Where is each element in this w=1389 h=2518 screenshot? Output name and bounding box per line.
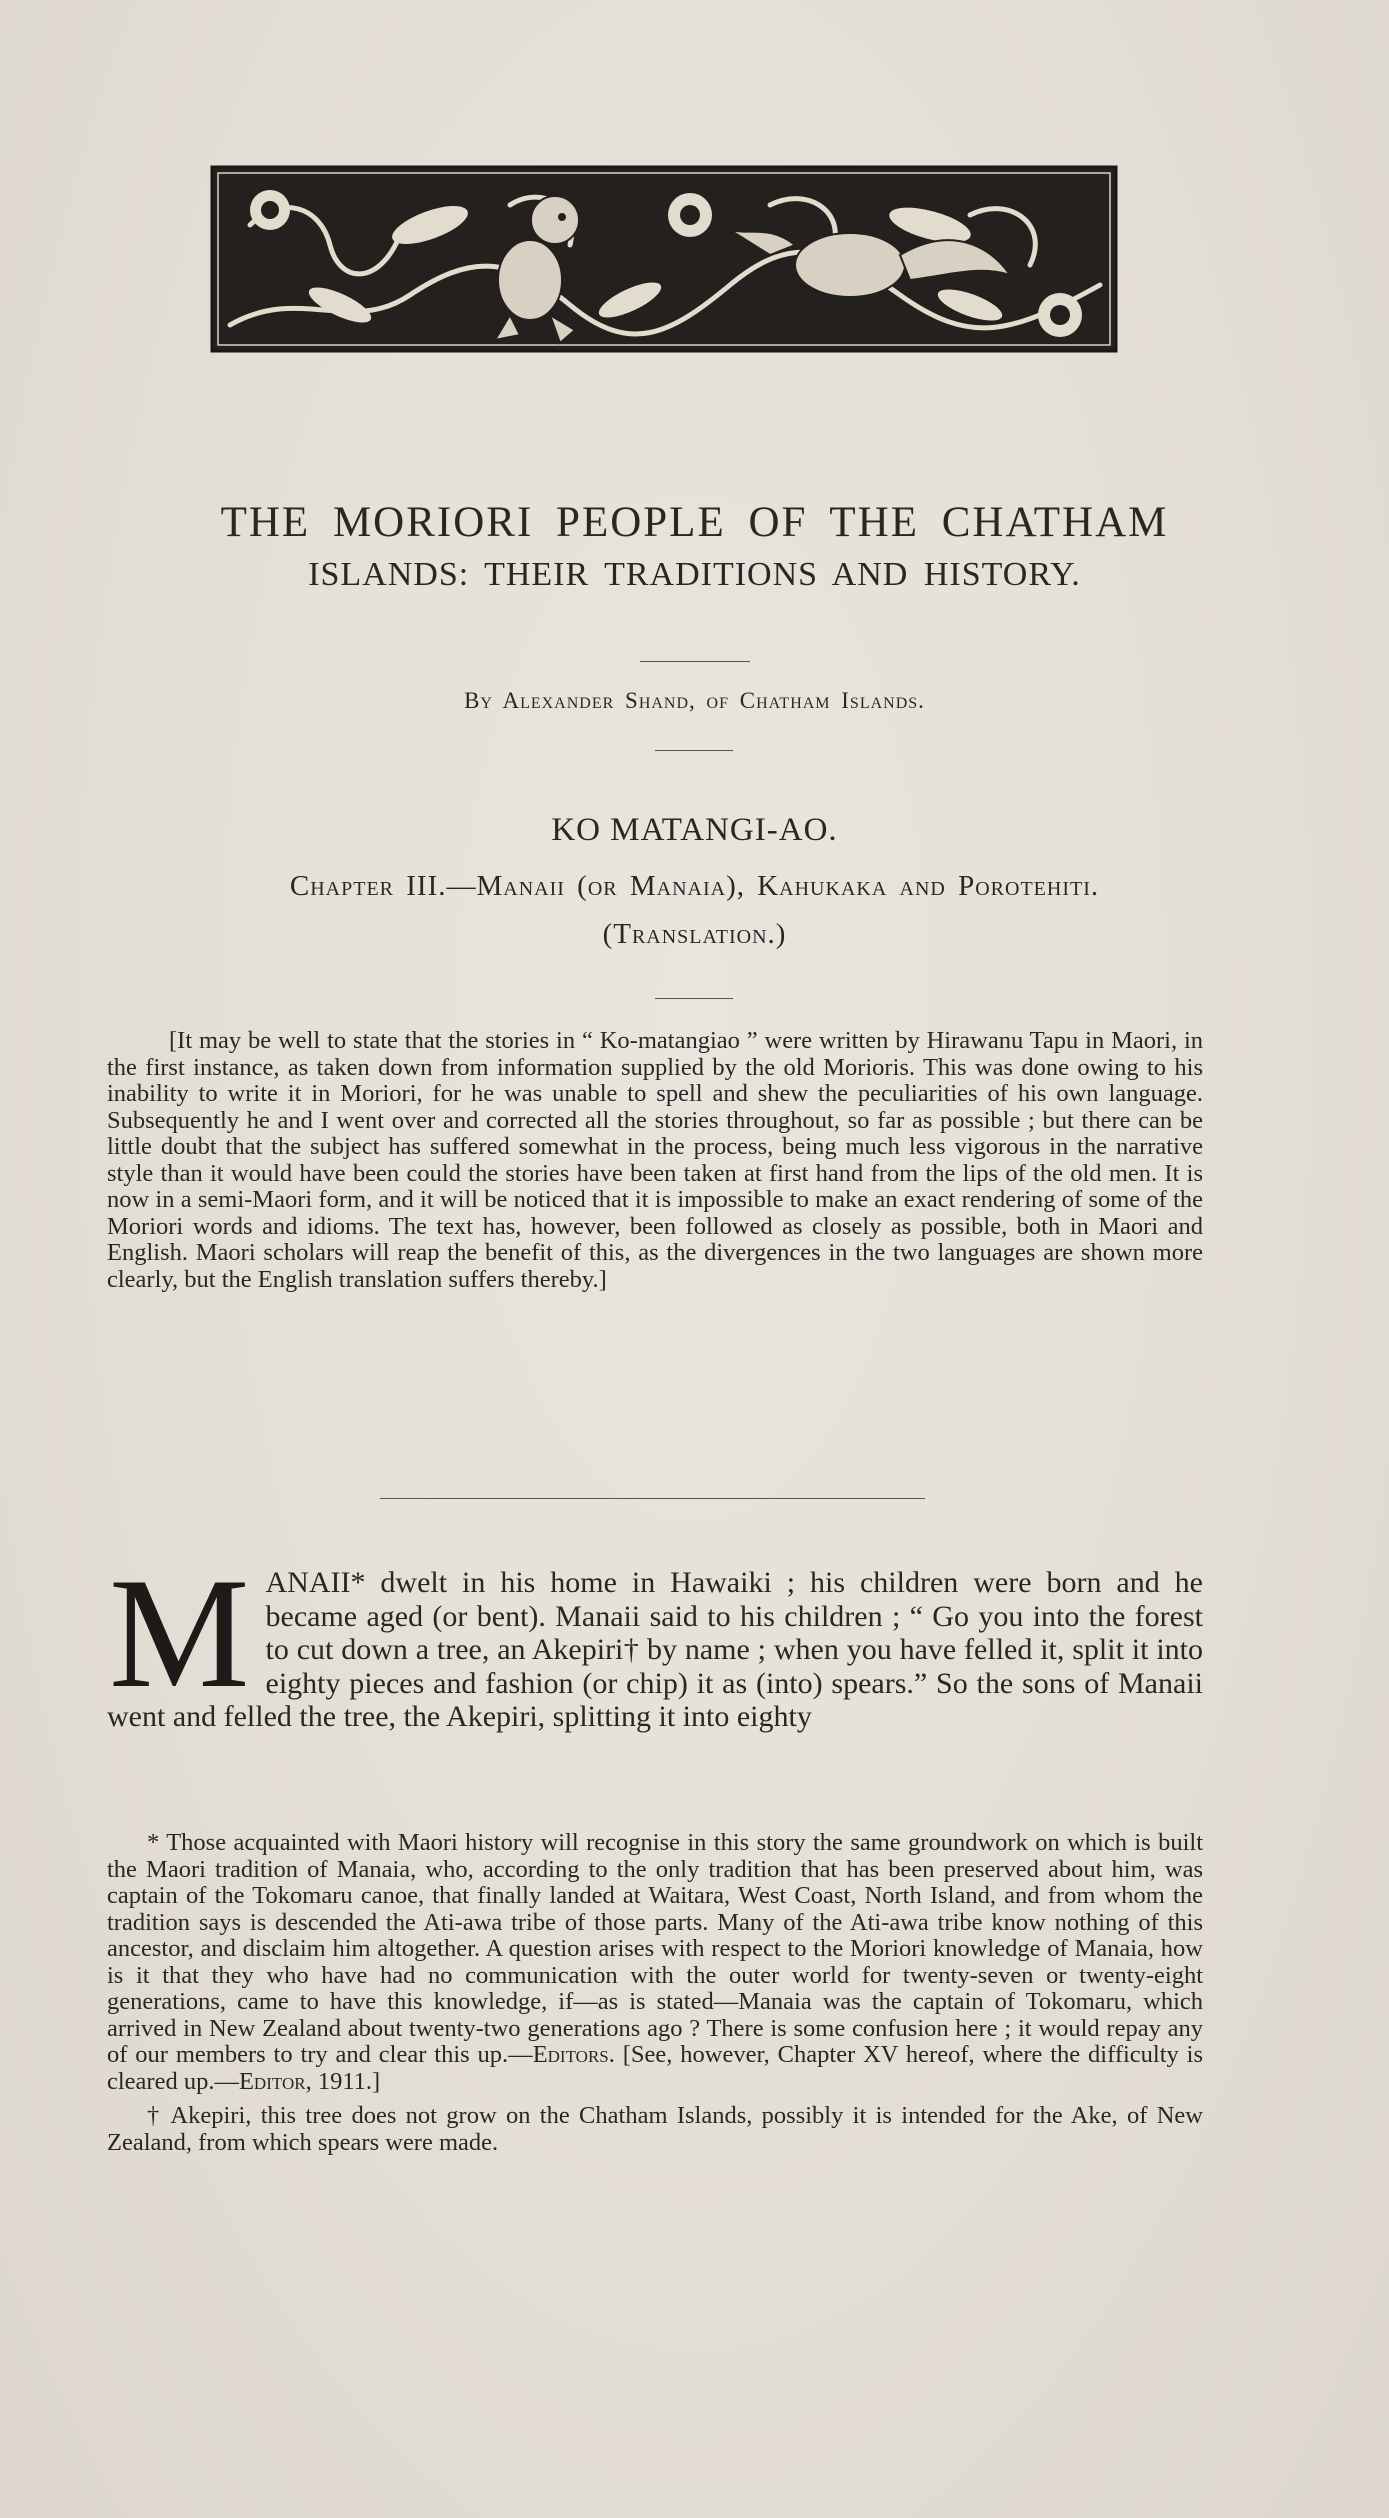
footnotes bbox=[107, 1830, 1203, 2156]
author-byline: By Alexander Shand, of Chatham Islands. bbox=[464, 688, 925, 713]
footnote-2: † Akepiri, this tree does not grow on the Chatham Islands, possibly it is intended for the Ake, of New Zealand, from which spears were made. bbox=[107, 2102, 1203, 2156]
editorial-note: [It may be well to state that the stories in “ Ko-matangiao ” were written by Hirawanu Tapu in Maori, in the first instance, as taken down from information supplied by the old Morioris. This was done owing to his inability to write it in Moriori, for he was unable to spell and shew the peculiarities of his own language. Subsequently he and I went over and corrected all the stories throughout, so far as possible ; but there can be little doubt that the subject has suffered somewhat in the process, being much less vigorous in the narrative style than it would have been could the stories have been taken at first hand from the lips of the old men. It is now in a semi-Maori form, and it will be noticed that it is impossible to make an exact rendering of some of the Moriori words and idioms. The text has, however, been followed as closely as possible, both in Maori and English. Maori scholars will reap the benefit of this, as the divergences in the two languages are shown more clearly, but the English translation suffers thereby.] bbox=[107, 1027, 1203, 1293]
section-heading: KO MATANGI-AO. bbox=[551, 812, 838, 848]
body-text: ANAII* dwelt in his home in Hawaiki ; his children were born and he became aged (or bent). Manaii said to his children ; “ Go you into the forest to cut down a tree, an Akepiri† by name ; when you have felled it, split it into eighty pieces and fashion (or chip) it as (into) spears.” So the sons of Manaii went and felled the tree, the Akepiri, splitting it into eighty bbox=[107, 1566, 1203, 1733]
decorative-headpiece bbox=[210, 165, 1118, 353]
footnote-1-continuation: [See, however, Chapter XV hereof, where the difficulty is cleared up.— bbox=[107, 2041, 1203, 2095]
divider-rule bbox=[380, 1498, 925, 1499]
drop-cap: M bbox=[109, 1546, 250, 1721]
article-title-line-1: THE MORIORI PEOPLE OF THE CHATHAM bbox=[220, 499, 1169, 546]
body-paragraph bbox=[107, 1546, 1203, 1734]
footnote-signature: Editor, bbox=[238, 2067, 312, 2095]
divider-rule bbox=[640, 661, 750, 662]
footnote-signature: Editors. bbox=[532, 2041, 615, 2068]
divider-rule bbox=[655, 750, 733, 751]
chapter-subtitle: (Translation.) bbox=[602, 918, 787, 950]
article-title-line-2: ISLANDS: THEIR TRADITIONS AND HISTORY. bbox=[308, 556, 1081, 593]
chapter-title: Chapter III.—Manaii (or Manaia), Kahukaka and Porotehiti. bbox=[289, 870, 1100, 902]
footnote-1 bbox=[107, 1830, 1203, 2095]
footnote-1-text: * Those acquainted with Maori history will recognise in this story the same groundwork on which is built the Maori tradition of Manaia, who, according to the only tradition that has been preserved about him, was captain of the Tokomaru canoe, that finally landed at Waitara, West Coast, North Island, and from whom the tradition says is descended the Ati-awa tribe of those parts. Many of the Ati-awa tribe know nothing of this ancestor, and disclaim him altogether. A question arises with respect to the Moriori knowledge of Manaia, how is it that they who have had no communication with the outer world for twenty-seven or twenty-eight generations, came to have this knowledge, if—as is stated—Manaia was the captain of Tokomaru, which arrived in New Zealand about twenty-two generations ago ? There is some confusion here ; it would repay any of our members to try and clear this up.— bbox=[107, 1829, 1203, 2068]
headpiece-ornament-icon bbox=[210, 165, 1118, 353]
divider-rule bbox=[655, 998, 733, 999]
footnote-1-end: 1911.] bbox=[311, 2067, 381, 2095]
